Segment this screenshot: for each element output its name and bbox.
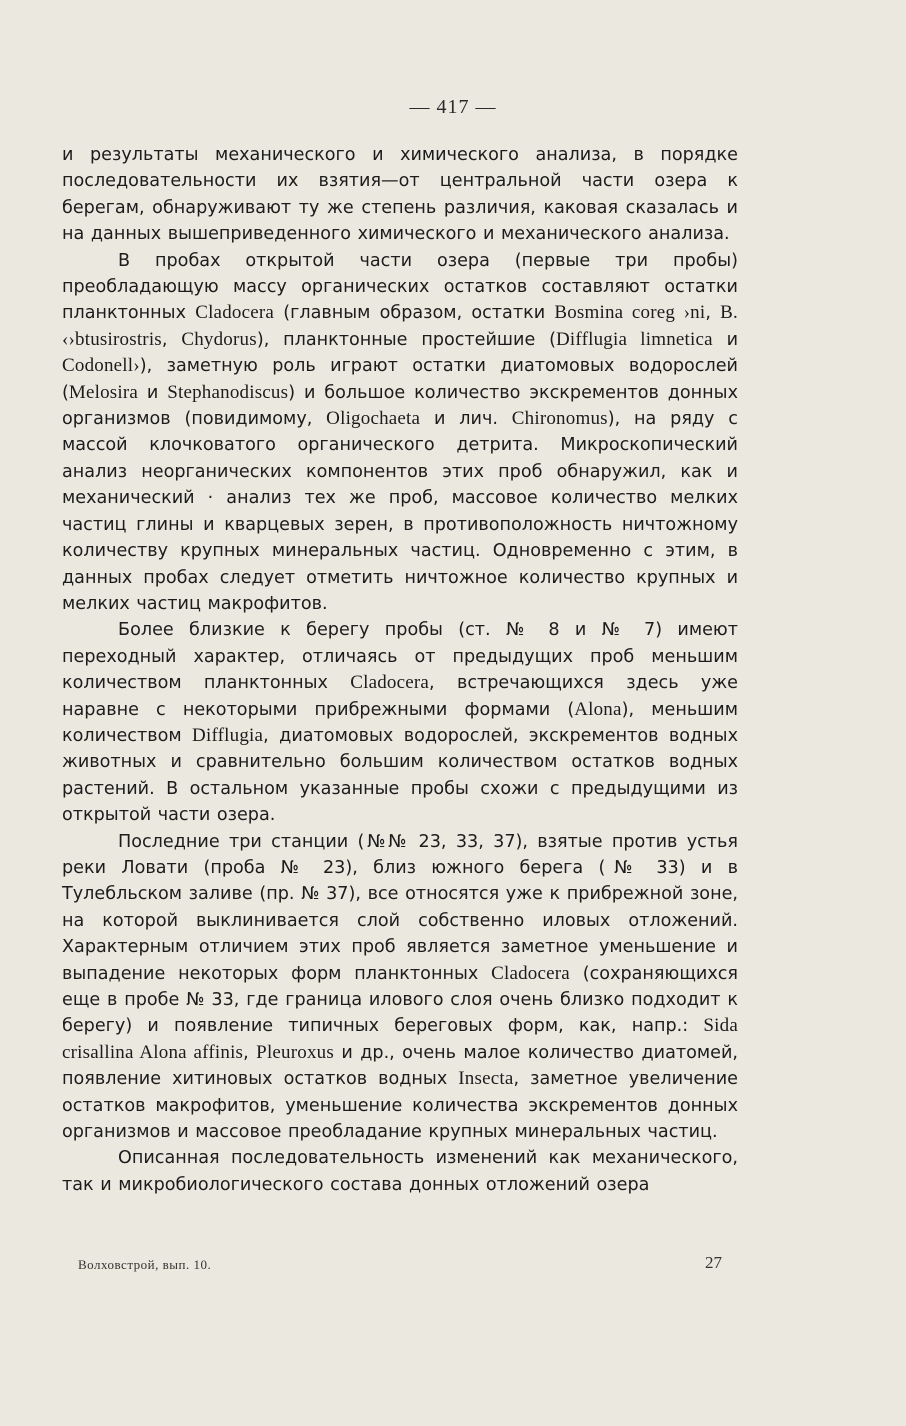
latin-taxon-name: Difflugia: [192, 724, 264, 746]
latin-taxon-name: Insecta: [458, 1068, 514, 1090]
latin-taxon-name: Cladocera: [195, 302, 275, 324]
latin-taxon-name: Chydorus: [181, 328, 257, 350]
printer-signature-mark: Волховстрой, вып. 10.: [78, 1257, 212, 1272]
latin-taxon-name: B. ‹›btusirostris: [62, 302, 738, 350]
page-number: — 417 —: [409, 96, 497, 118]
paragraph-littoral-stations: Последние три станции (№№ 23, 33, 37), взятые против устья реки Ловати (проба № 23), близ южного берега (№ 33) и в Тулебльском заливе (пр. № 37), все относятся уже к прибрежной зоне, на которой выклинивается слой собственно иловых отложений. Характерным отличием этих проб является заметное уменьшение и выпадение некоторых форм планктонных Cladocera (сохраняющихся еще в пробе № 33, где граница илового слоя очень близко подходит к берегу) и появление типичных береговых форм, как, напр.: Sida crisallina Alona affinis, Pleuroxus и др., очень малое количество диатомей, появление хитиновых остатков водных Insecta, заметное увеличение остатков макрофитов, уменьшение количества экскрементов донных организмов и массовое преобладание крупных минеральных частиц.: [62, 831, 739, 1143]
paragraph-transitional-samples: Более близкие к берегу пробы (ст. № 8 и № 7) имеют переходный характер, отличаясь от предыдущих проб меньшим количеством планктонных Cladocera, встречающихся здесь уже наравне с некоторыми прибрежными формами (Alona), меньшим количеством Difflugia, диатомовых водорослей, экскрементов водных животных и сравнительно большим количеством остатков водных растений. В остальном указанные пробы схожи с предыдущими из открытой части озера.: [62, 620, 738, 826]
latin-taxon-name: Cladocera: [491, 962, 570, 984]
paragraph-sequence-summary: Описанная последовательность изменений как механического, так и микробиологического состава донных отложений озера: [62, 1148, 738, 1195]
latin-taxon-name: Cladocera: [350, 672, 430, 694]
paragraph-continuation: и результаты механического и химического анализа, в порядке последовательности их взятия—от центральной части озера к берегам, обнаруживают ту же степень различия, каковая сказалась и на данных вышеприведенного химического и механического анализа.: [62, 145, 738, 245]
latin-taxon-name: Oligochaeta: [326, 408, 421, 430]
page-footer: [78, 1253, 722, 1274]
paragraph-open-lake-samples: В пробах открытой части озера (первые три пробы) преобладающую массу органических остатков составляют остатки планктонных Cladocera (главным образом, остатки Bosmina coreg ›ni, B. ‹›btusirostris, Chydorus), планктонные простейшие (Difflugia limnetica и Codonell›), заметную роль играют остатки диатомовых водорослей (Melosira и Stephanodiscus) и большое количество экскрементов донных организмов (повидимому, Oligochaeta и лич. Chironomus), на ряду с массой клочковатого органического детрита. Микроскопический анализ неорганических компонентов этих проб обнаружил, как и механический · анализ тех же проб, массовое количество мелких частиц глины и кварцевых зерен, в противоположность ничтожному количеству крупных минеральных частиц. Одновременно с этим, в данных пробах следует отметить ничтожное количество крупных и мелких частиц макрофитов.: [62, 250, 739, 614]
latin-taxon-name: Sida crisallina Alona affinis: [62, 1015, 738, 1063]
sheet-number: 27: [705, 1253, 722, 1272]
latin-taxon-name: Chironomus: [511, 408, 608, 430]
body-text: [62, 142, 738, 1198]
latin-taxon-name: Difflugia limnetica: [555, 328, 713, 350]
latin-taxon-name: Pleuroxus: [256, 1041, 334, 1063]
latin-taxon-name: Codonell›: [62, 355, 140, 377]
latin-taxon-name: Stephanodiscus: [167, 381, 289, 403]
latin-taxon-name: Melosira: [68, 381, 139, 403]
latin-taxon-name: Alona: [574, 698, 622, 720]
latin-taxon-name: Bosmina coreg ›ni: [554, 302, 706, 324]
